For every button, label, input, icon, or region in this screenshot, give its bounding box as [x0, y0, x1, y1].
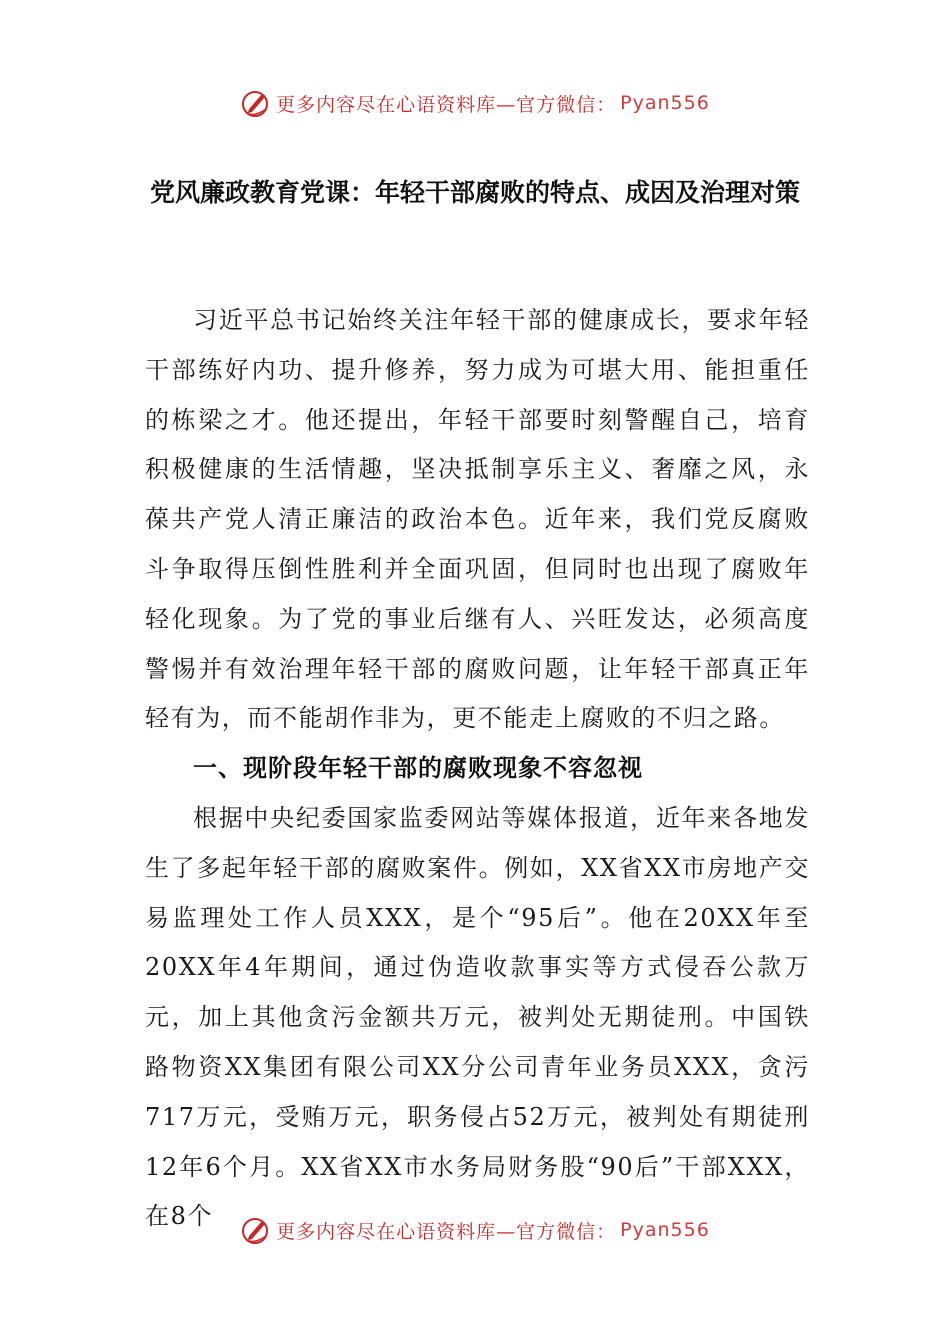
pen-circle-logo-icon [240, 87, 272, 119]
section-paragraph: 根据中央纪委国家监委网站等媒体报道，近年来各地发生了多起年轻干部的腐败案件。例如，XX省XX市房地产交易监理处工作人员XXX，是个“95后”。他在20XX年至20XX年4年期间，通过伪造收款事实等方式侵吞公款万元，加上其他贪污金额共万元，被判处无期徒刑。中国铁路物资XX集团有限公司XX分公司青年业务员XXX，贪污717万元，受贿万元，职务侵占52万元，被判处有期徒刑12年6个月。XX省XX市水务局财务股“90后”干部XXX，在8个 [145, 803, 810, 1231]
watermark-wechat-id: Pyan556 [620, 1219, 710, 1241]
intro-paragraph: 习近平总书记始终关注年轻干部的健康成长，要求年轻干部练好内功、提升修养，努力成为可堪大用、能担重任的栋梁之才。他还提出，年轻干部要时刻警醒自己，培育积极健康的生活情趣，坚决抵制享乐主义、奢靡之风，永葆共产党人清正廉洁的政治本色。近年来，我们党反腐败斗争取得压倒性胜利并全面巩固，但同时也出现了腐败年轻化现象。为了党的事业后继有人、兴旺发达，必须高度警惕并有效治理年轻干部的腐败问题，让年轻干部真正年轻有为，而不能胡作非为，更不能走上腐败的不归之路。 [145, 306, 810, 733]
watermark-footer [0, 1212, 950, 1248]
section-heading: 一、现阶段年轻干部的腐败现象不容忽视 [193, 754, 643, 783]
watermark-wechat-id: Pyan556 [620, 92, 710, 114]
watermark-text: 更多内容尽在心语资料库—官方微信： [276, 93, 617, 116]
document-title: 党风廉政教育党课：年轻干部腐败的特点、成因及治理对策 [149, 178, 800, 207]
pen-circle-logo-icon [240, 1214, 272, 1246]
document-body [145, 296, 810, 1242]
watermark-text: 更多内容尽在心语资料库—官方微信： [276, 1220, 617, 1243]
watermark-header [0, 85, 950, 121]
